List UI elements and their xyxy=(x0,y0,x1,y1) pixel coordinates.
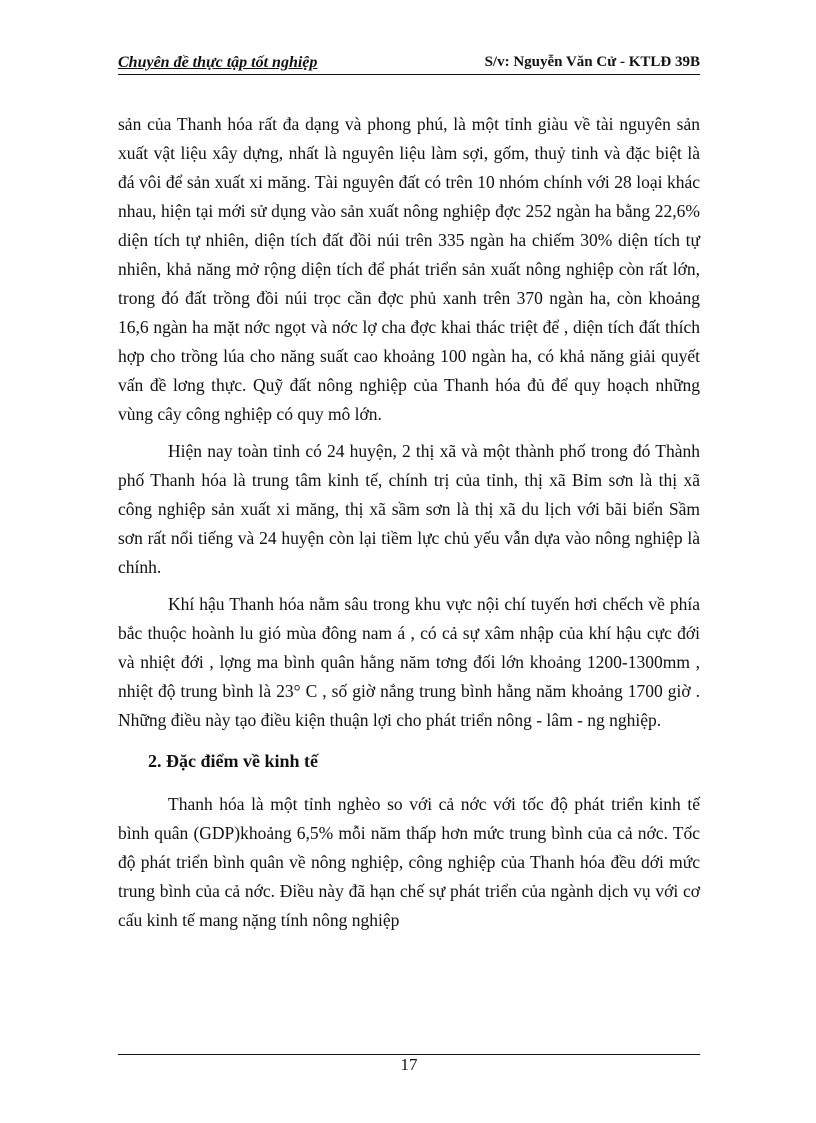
header-document-title: Chuyên đề thực tập tốt nghiệp xyxy=(118,54,318,71)
paragraph-economy: Thanh hóa là một tỉnh nghèo so với cả nớc với tốc độ phát triển kinh tế bình quân (GDP)khoảng 6,5% mỗi năm thấp hơn mức trung bình của cả nớc. Tốc độ phát triển bình quân về nông nghiệp, công nghiệp của Thanh hóa đều dới mức trung bình của cả nớc. Điều này đã hạn chế sự phát triển của ngành dịch vụ với cơ cấu kinh tế mang nặng tính nông nghiệp xyxy=(118,794,700,930)
section-heading-economy: 2. Đặc điểm về kinh tế xyxy=(148,751,318,771)
page-header xyxy=(118,52,700,75)
page-number: 17 xyxy=(400,1055,418,1074)
paragraph-climate: Khí hậu Thanh hóa nằm sâu trong khu vực nội chí tuyến hơi chếch về phía bắc thuộc hoành lu gió mùa đông nam á , có cả sự xâm nhập của khí hậu cực đới và nhiệt đới , lợng ma bình quân hằng năm tơng đối lớn khoảng 1200-1300mm , nhiệt độ trung bình là 23° C , số giờ nắng trung bình hằng năm khoảng 1700 giờ . Những điều này tạo điều kiện thuận lợi cho phát triển nông - lâm - ng nghiệp. xyxy=(118,594,700,730)
paragraph-natural-resources: sản của Thanh hóa rất đa dạng và phong phú, là một tỉnh giàu về tài nguyên sản xuất vật liệu xây dựng, nhất là nguyên liệu làm sợi, gốm, thuỷ tinh và đặc biệt là đá vôi để sản xuất xi măng. Tài nguyên đất có trên 10 nhóm chính với 28 loại khác nhau, hiện tại mới sử dụng vào sản xuất nông nghiệp đợc 252 ngàn ha bằng 22,6% diện tích tự nhiên, diện tích đất đồi núi trên 335 ngàn ha chiếm 30% diện tích tự nhiên, khả năng mở rộng diện tích để phát triển sản xuất nông nghiệp còn rất lớn, trong đó đất trồng đồi núi trọc cần đợc phủ xanh trên 370 ngàn ha, còn khoảng 16,6 ngàn ha mặt nớc ngọt và nớc lợ cha đợc khai thác triệt để , diện tích đất thích hợp cho trồng lúa cho năng suất cao khoảng 100 ngàn ha, có khả năng giải quyết vấn đề lơng thực. Quỹ đất nông nghiệp của Thanh hóa đủ để quy hoạch những vùng cây công nghiệp có quy mô lớn. xyxy=(118,114,700,424)
paragraph-administrative-units: Hiện nay toàn tỉnh có 24 huyện, 2 thị xã và một thành phố trong đó Thành phố Thanh hóa là trung tâm kinh tế, chính trị của tỉnh, thị xã Bỉm sơn là thị xã công nghiệp sản xuất xi măng, thị xã sầm sơn là thị xã du lịch với bãi biển Sầm sơn rất nổi tiếng và 24 huyện còn lại tiềm lực chủ yếu vẫn dựa vào nông nghiệp là chính. xyxy=(118,441,700,577)
document-body xyxy=(118,110,700,943)
header-author: S/v: Nguyễn Văn Cử - KTLĐ 39B xyxy=(484,54,700,70)
